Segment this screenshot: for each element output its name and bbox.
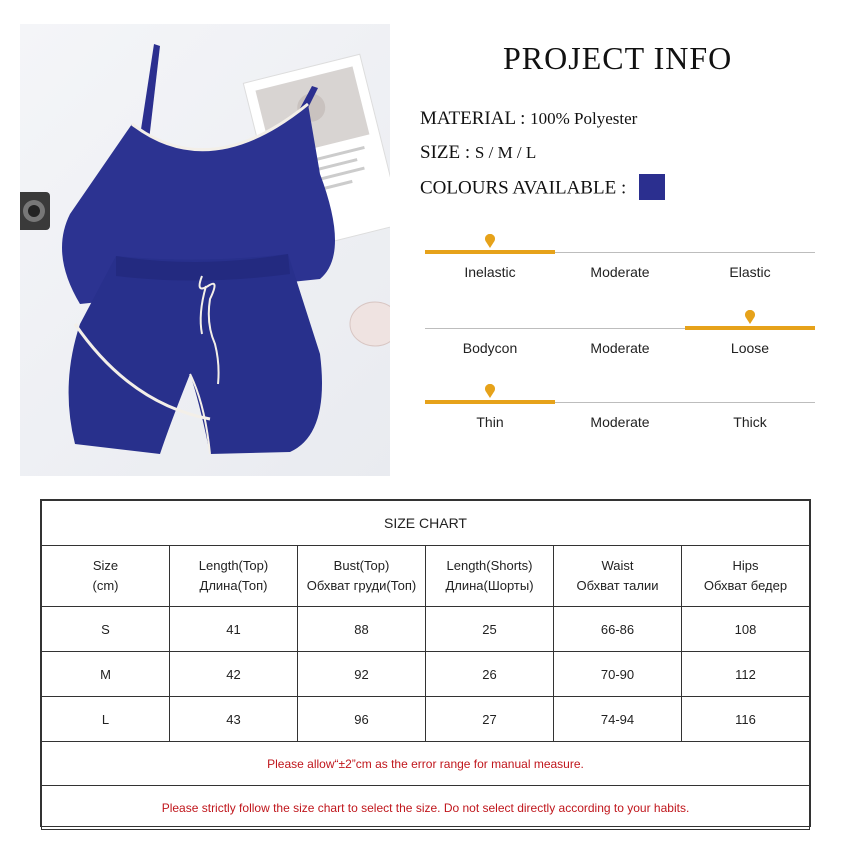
table-row — [42, 607, 810, 652]
fit-scale — [425, 316, 815, 364]
table-cell: 25 — [426, 607, 554, 652]
location-pin-icon — [484, 384, 496, 398]
material-value: 100% Polyester — [530, 109, 638, 128]
size-value: S / M / L — [474, 143, 537, 162]
colour-swatch — [639, 174, 665, 200]
table-row — [42, 652, 810, 697]
scale-selected-segment — [425, 400, 555, 404]
colours-label: COLOURS AVAILABLE : — [420, 177, 627, 199]
table-cell: 27 — [426, 697, 554, 742]
table-cell: L — [42, 697, 170, 742]
size-chart-title: SIZE CHART — [42, 501, 810, 546]
location-pin-icon — [744, 310, 756, 324]
material-line — [420, 108, 637, 130]
size-label: SIZE : — [420, 142, 471, 163]
note-row — [42, 786, 810, 830]
header-length-top: Length(Top) Длина(Топ) — [170, 546, 298, 607]
header-hips: Hips Обхват бедер — [682, 546, 810, 607]
header-size: Size (cm) — [42, 546, 170, 607]
project-info-title: PROJECT INFO — [503, 40, 733, 76]
table-cell: 41 — [170, 607, 298, 652]
material-label: MATERIAL : — [420, 108, 526, 129]
size-chart — [40, 499, 811, 827]
header-bust-top: Bust(Top) Обхват груди(Топ) — [298, 546, 426, 607]
table-cell: 42 — [170, 652, 298, 697]
scale-label: Moderate — [590, 264, 650, 280]
scale-label: Thick — [733, 414, 767, 430]
note-row — [42, 742, 810, 786]
table-cell: 112 — [682, 652, 810, 697]
scale-label: Elastic — [729, 264, 771, 280]
scale-label: Loose — [730, 340, 770, 356]
product-photo — [20, 24, 390, 476]
scale-label: Moderate — [590, 414, 650, 430]
table-cell: 88 — [298, 607, 426, 652]
table-cell: 92 — [298, 652, 426, 697]
table-row — [42, 697, 810, 742]
table-cell: 70-90 — [554, 652, 682, 697]
table-cell: 26 — [426, 652, 554, 697]
table-cell: M — [42, 652, 170, 697]
header-length-shorts: Length(Shorts) Длина(Шорты) — [426, 546, 554, 607]
scale-label: Moderate — [590, 340, 650, 356]
header-waist: Waist Обхват талии — [554, 546, 682, 607]
table-cell: 108 — [682, 607, 810, 652]
scale-selected-segment — [425, 250, 555, 254]
colours-line — [420, 176, 665, 202]
table-cell: 66-86 — [554, 607, 682, 652]
scale-label: Bodycon — [462, 340, 518, 356]
table-cell: 96 — [298, 697, 426, 742]
size-chart-header-row — [42, 546, 810, 607]
table-cell: S — [42, 607, 170, 652]
size-line — [420, 142, 536, 164]
table-cell: 74-94 — [554, 697, 682, 742]
scale-label: Thin — [476, 414, 504, 430]
fit-scale — [425, 240, 815, 288]
size-advice-note: Please strictly follow the size chart to select the size. Do not select directly according to your habits. — [42, 786, 810, 830]
table-cell: 43 — [170, 697, 298, 742]
fit-scale — [425, 390, 815, 438]
error-range-note: Please allow“±2”cm as the error range for manual measure. — [42, 742, 810, 786]
table-cell: 116 — [682, 697, 810, 742]
location-pin-icon — [484, 234, 496, 248]
scale-selected-segment — [685, 326, 815, 330]
scale-label: Inelastic — [464, 264, 516, 280]
